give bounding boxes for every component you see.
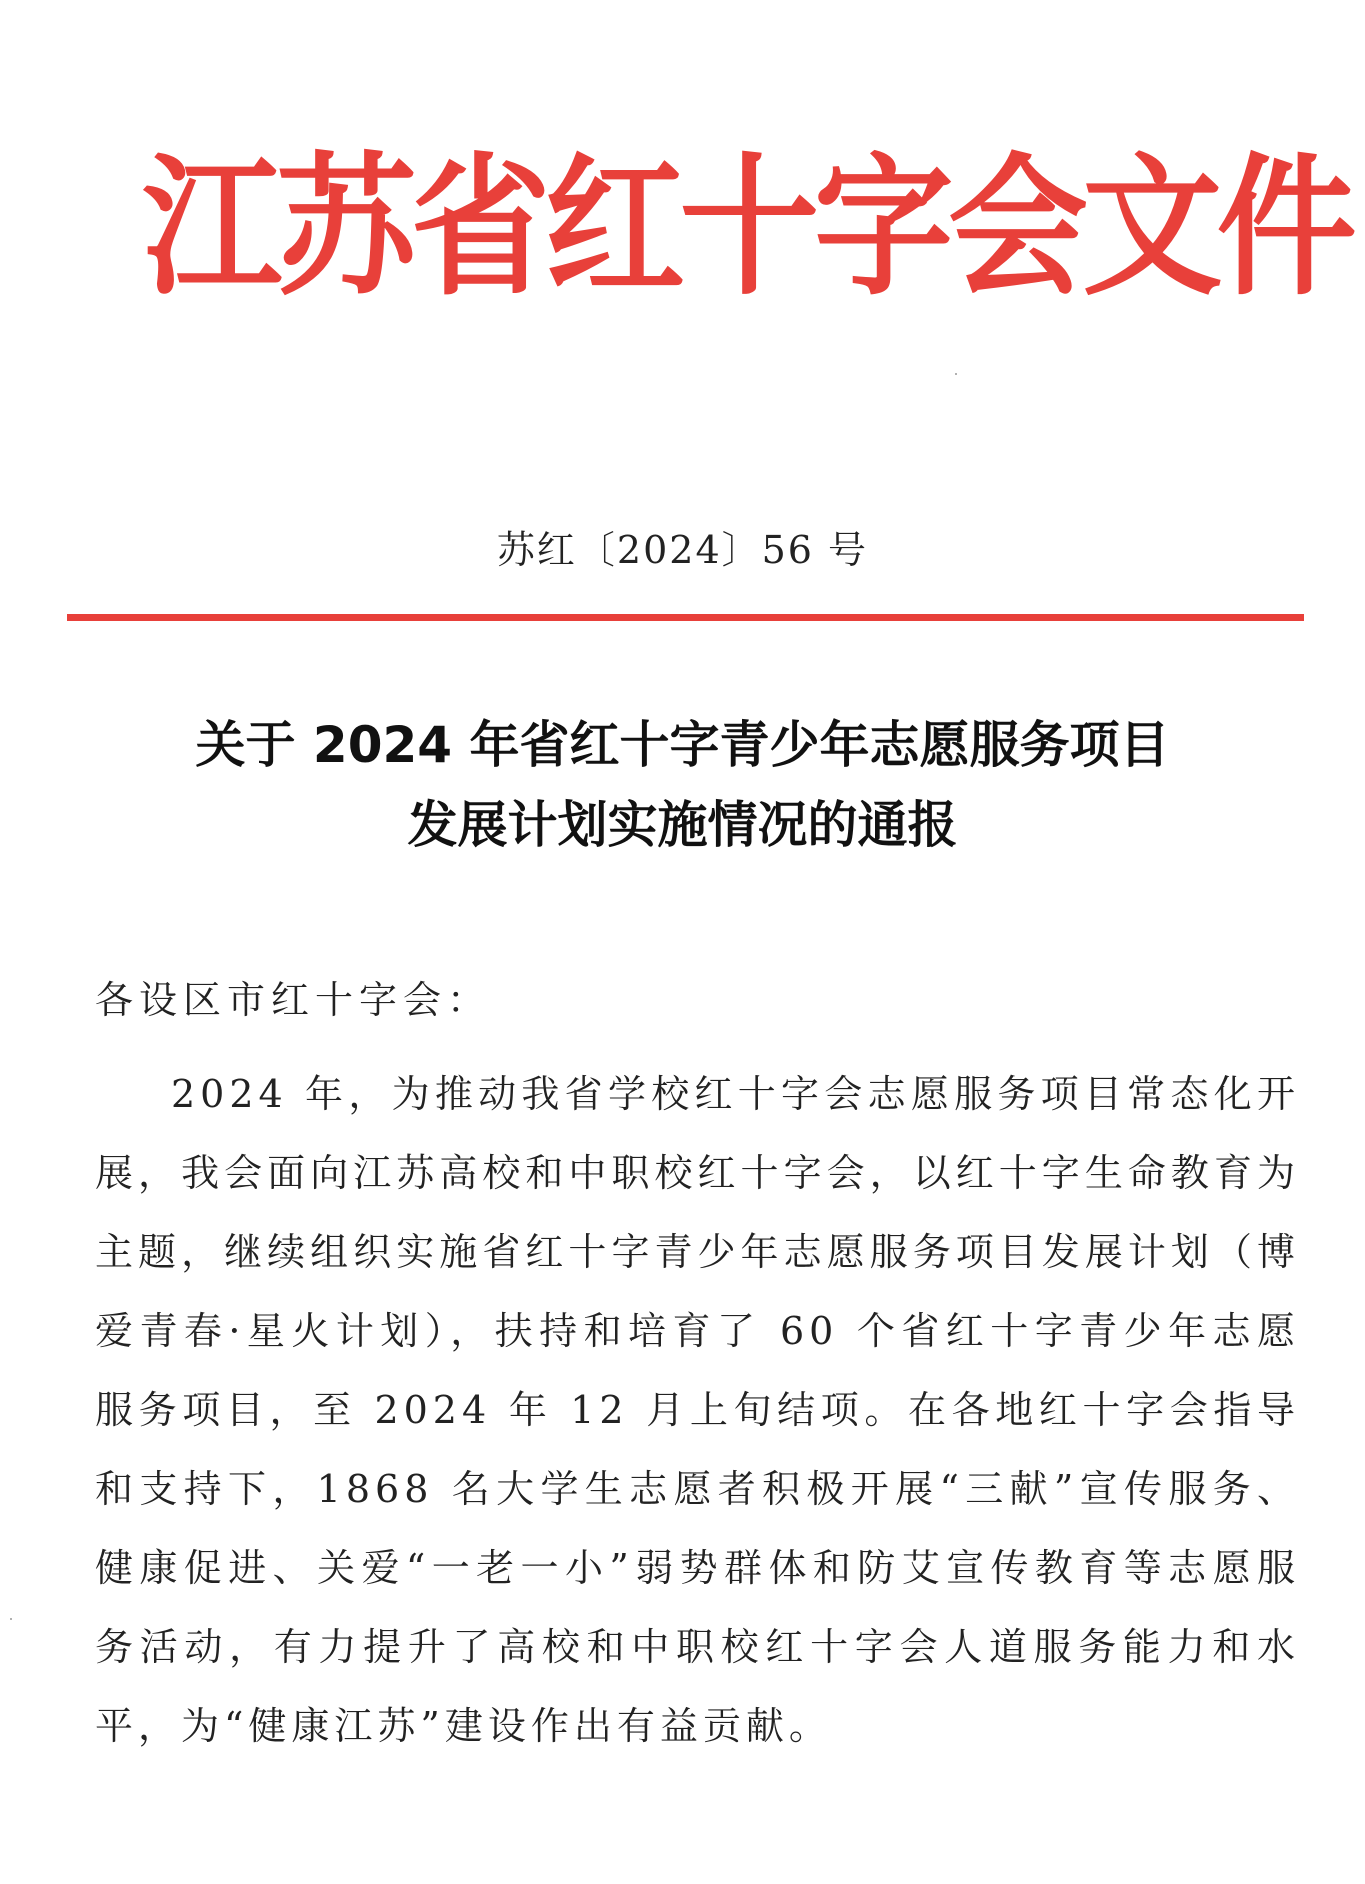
notice-title-line-1: 关于 2024 年省红十字青少年志愿服务项目 — [195, 716, 1170, 774]
document-number: 苏红〔2024〕56 号 — [496, 528, 869, 572]
notice-title-line-2: 发展计划实施情况的通报 — [407, 796, 958, 854]
document-masthead: 江苏省红十字会文件 — [142, 139, 1352, 316]
body-paragraph: 2024 年，为推动我省学校红十字会志愿服务项目常态化开展，我会面向江苏高校和中职校红十字会，以红十字生命教育为主题，继续组织实施省红十字青少年志愿服务项目发展计划（博爱青春·星火计划），扶持和培育了 60 个省红十字青少年志愿服务项目，至 2024 年 12 月上旬结项。在各地红十字会指导和支持下，1868 名大学生志愿者积极开展“三献”宣传服务、健康促进、关爱“一老一小”弱势群体和防艾宣传教育等志愿服务活动，有力提升了高校和中职校红十字会人道服务能力和水平，为“健康江苏”建设作出有益贡献。 — [95, 1072, 1300, 1748]
scan-speck — [10, 1618, 12, 1620]
red-divider-line — [67, 614, 1304, 621]
scan-speck — [955, 373, 957, 375]
salutation: 各设区市红十字会： — [95, 978, 492, 1022]
notice-title — [0, 705, 1365, 865]
